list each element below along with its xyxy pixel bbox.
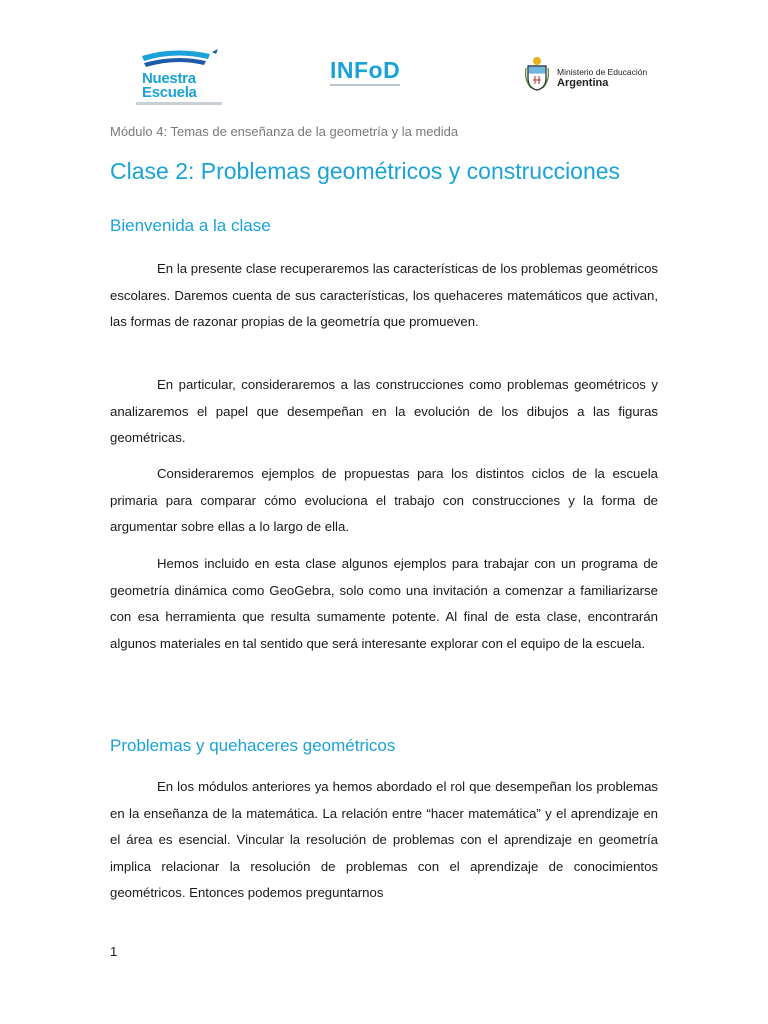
infod-logo [330,58,420,98]
paragraph: En la presente clase recuperaremos las características de los problemas geométricos escolares. Daremos cuenta de sus características, los quehaceres matemáticos que activan, las formas de razonar propias de la geometría que promueven. [110,261,658,329]
logo-left-line1: Nuestra [142,70,196,87]
section-heading-problemas: Problemas y quehaceres geométricos [110,736,396,755]
module-subtitle: Módulo 4: Temas de enseñanza de la geometría y la medida [110,124,459,139]
logo-right-line1: Ministerio de Educación [557,67,648,77]
logo-left-line2: Escuela [142,84,197,101]
logo-left-caption [136,102,222,105]
ministerio-logo [525,56,655,96]
paragraph: Consideraremos ejemplos de propuestas para los distintos ciclos de la escuela primaria para comparar cómo evoluciona el trabajo con construcciones y la forma de argumentar sobre ellas a lo largo de ella. [110,466,658,534]
page-number: 1 [110,944,118,959]
coat-of-arms-icon [525,56,549,92]
page-header [0,40,768,120]
section-heading-bienvenida: Bienvenida a la clase [110,216,271,235]
logo-center-name: INFoD [330,57,401,83]
logo-center-caption [330,84,400,86]
paragraph: En particular, consideraremos a las construcciones como problemas geométricos y analizaremos el papel que desempeñan en la evolución de los dibujos a las figuras geométricas. [110,377,658,445]
paragraph: En los módulos anteriores ya hemos abordado el rol que desempeñan los problemas en la enseñanza de la matemática. La relación entre “hacer matemática” y el aprendizaje en el área es esencial. Vincular la resolución de problemas con el aprendizaje en geometría implica relacionar la resolución de problemas con el aprendizaje de conocimientos geométricos. Entonces podemos preguntarnos [110,779,658,900]
logo-right-line2: Argentina [557,77,609,89]
page-title: Clase 2: Problemas geométricos y construcciones [110,158,621,184]
paragraph: Hemos incluido en esta clase algunos ejemplos para trabajar con un programa de geometría dinámica como GeoGebra, solo como una invitación a comenzar a familiarizarse con esa herramienta que resulta sumamente potente. Al final de esta clase, encontrarán algunos materiales en tal sentido que será interesante explorar con el equipo de la escuela. [110,556,658,651]
nuestra-escuela-logo [134,46,224,106]
